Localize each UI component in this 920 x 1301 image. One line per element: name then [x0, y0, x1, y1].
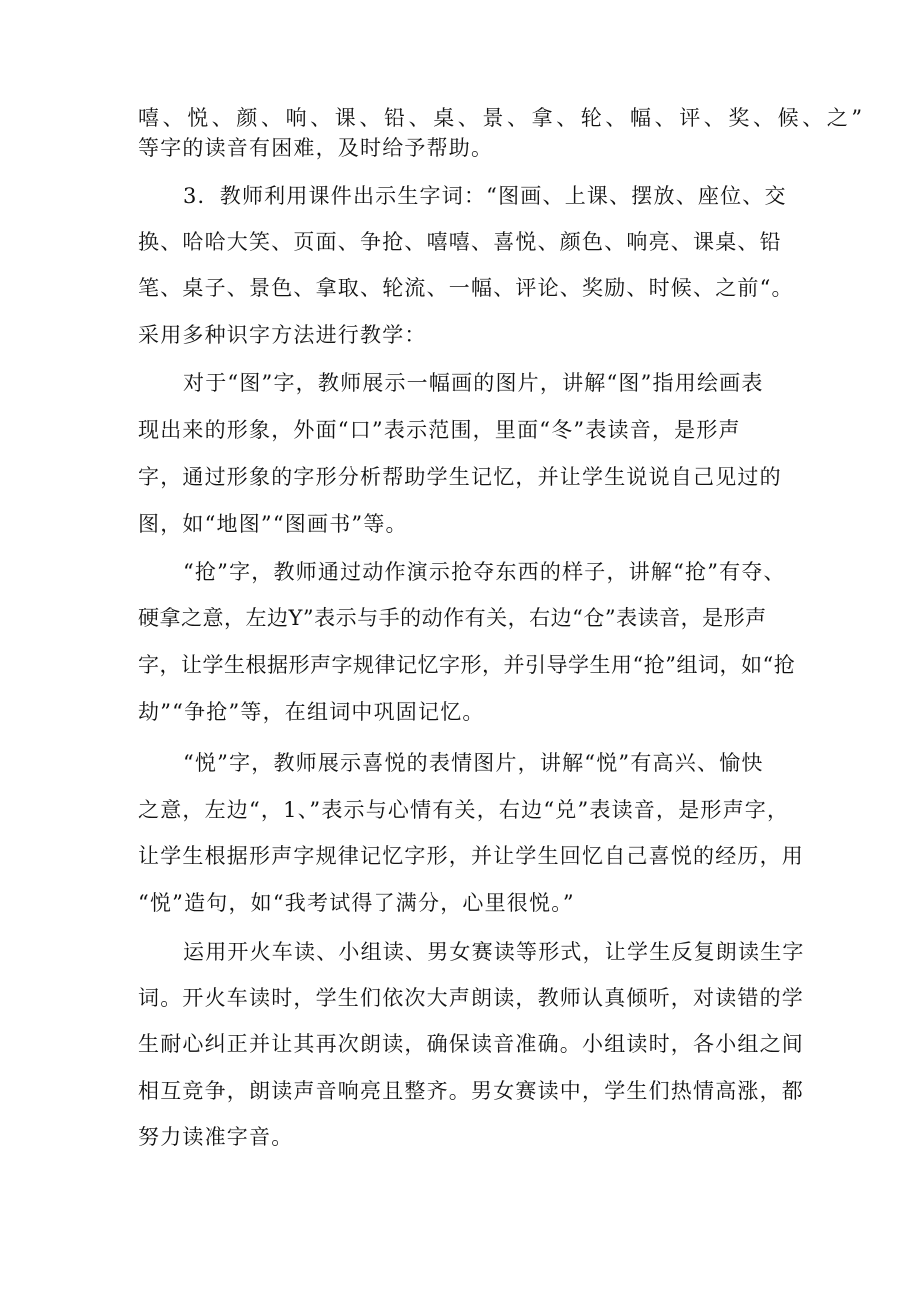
text-line: 之意，左边“，1、”表示与心情有关，右边“兑”表读音，是形声字， [138, 798, 790, 822]
text-line: 图，如“地图”“图画书”等。 [138, 512, 408, 536]
text-line: 运用开火车读、小组读、男女赛读等形式，让学生反复朗读生字 [183, 940, 805, 964]
text-line: 对于“图”字，教师展示一幅画的图片，讲解“图”指用绘画表 [183, 371, 764, 395]
text-line: 字，通过形象的字形分析帮助学生记忆，并让学生说说自己见过的 [138, 465, 782, 489]
text-line: “悦”造句，如“我考试得了满分，心里很悦。” [138, 891, 575, 915]
text-line: 笔、桌子、景色、拿取、轮流、一幅、评论、奖励、时候、之前“。 [138, 276, 794, 300]
text-line: 嘻、悦、颜、响、课、铅、桌、景、拿、轮、幅、评、奖、候、之” [138, 106, 866, 130]
text-line: 现出来的形象，外面“口”表示范围，里面“冬”表读音，是形声 [138, 418, 741, 442]
text-line: 硬拿之意，左边Y”表示与手的动作有关，右边“仓”表读音，是形声 [138, 606, 767, 630]
text-line: 词。开火车读时，学生们依次大声朗读，教师认真倾听，对读错的学 [138, 986, 804, 1010]
text-line: “抢”字，教师通过动作演示抢夺东西的样子，讲解“抢”有夺、 [183, 560, 786, 584]
text-line: 字，让学生根据形声字规律记忆字形，并引导学生用“抢”组词，如“抢 [138, 653, 796, 677]
text-line: 采用多种识字方法进行教学： [138, 323, 427, 347]
text-line: 生耐心纠正并让其再次朗读，确保读音准确。小组读时，各小组之间 [138, 1032, 804, 1056]
text-line: 让学生根据形声字规律记忆字形，并让学生回忆自己喜悦的经历，用 [138, 844, 804, 868]
text-line: 劫”“争抢”等，在组词中巩固记忆。 [138, 700, 485, 724]
text-line: “悦”字，教师展示喜悦的表情图片，讲解“悦”有高兴、愉快 [183, 751, 764, 775]
text-line: 努力读准字音。 [138, 1125, 294, 1149]
text-line: 换、哈哈大笑、页面、争抢、嘻嘻、喜悦、颜色、响亮、课桌、铅 [138, 230, 782, 254]
text-line: 3．教师利用课件出示生字词：“图画、上课、摆放、座位、交 [183, 184, 787, 208]
text-line: 等字的读音有困难，及时给予帮助。 [138, 136, 494, 160]
text-line: 相互竞争，朗读声音响亮且整齐。男女赛读中，学生们热情高涨，都 [138, 1079, 804, 1103]
